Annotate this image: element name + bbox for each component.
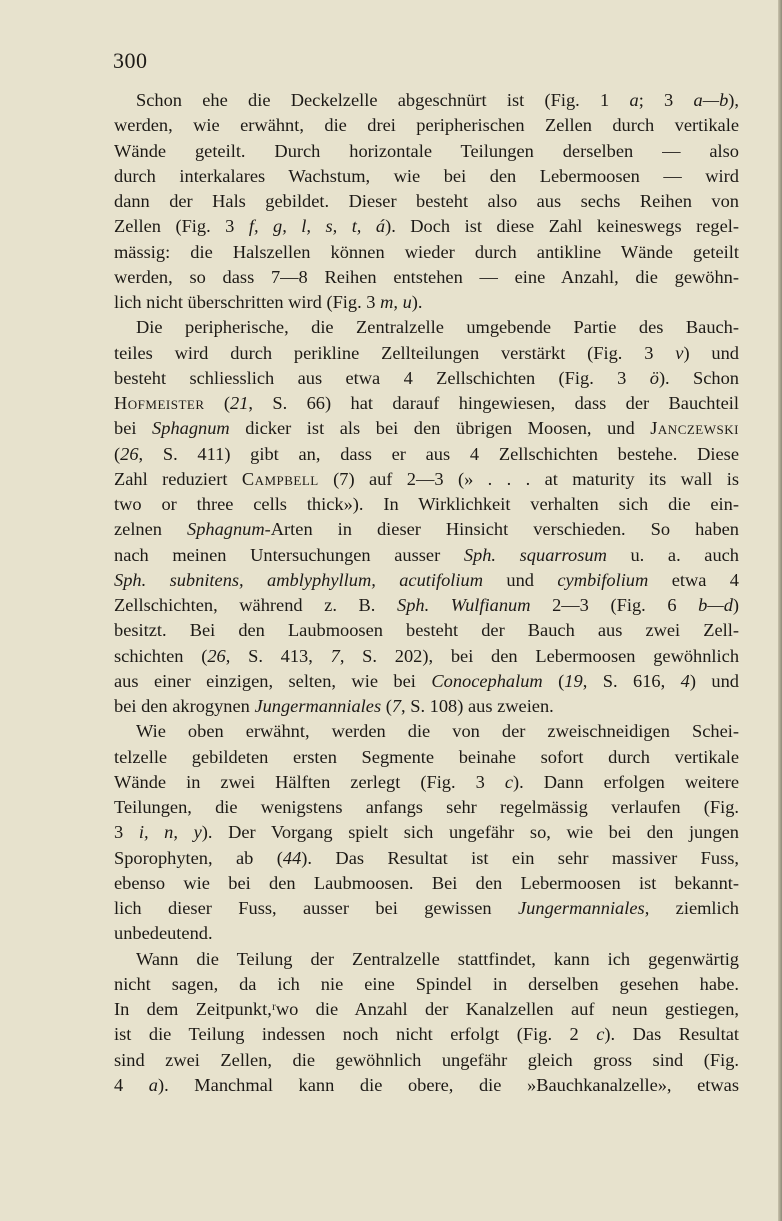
text-line: [114, 88, 739, 113]
text-line: [114, 240, 739, 265]
text-segment: lich nicht überschritten wird (Fig. 3: [114, 292, 381, 312]
text-line: [114, 391, 739, 416]
italic-segment: Sph. Wulfianum: [397, 595, 531, 615]
text-segment: (7) auf 2—3 (» . . . at maturity its wall is: [318, 468, 739, 489]
text-segment: ; 3: [638, 90, 694, 110]
text-segment: dicker ist als bei den übrigen Moosen, und: [229, 418, 651, 439]
text-segment: aus einer einzigen, selten, wie bei: [114, 670, 432, 691]
text-line: [114, 770, 739, 795]
text-line: [114, 467, 739, 492]
text-segment: ). Das Resultat ist ein sehr massiver Fuss,: [301, 847, 739, 868]
text-line: [114, 341, 739, 366]
text-segment: mässig: die Halszellen können wieder durch antikline Wände geteilt: [114, 241, 739, 262]
text-line: [114, 492, 739, 517]
italic-segment: f, g, l, s, t, á: [248, 216, 386, 237]
text-segment: (: [114, 443, 121, 464]
text-segment: bei den akrogynen: [114, 696, 255, 716]
text-line: [114, 997, 739, 1022]
text-line: [114, 795, 739, 820]
text-segment: u. a. auch: [606, 544, 740, 565]
text-line: [114, 543, 739, 568]
italic-segment: Jungermanniales: [254, 696, 382, 716]
text-segment: , S. 411) gibt an, dass er aus 4 Zellschichten bestehe. Diese: [138, 443, 739, 464]
text-segment: teiles wird durch perikline Zellteilungen verstärkt (Fig. 3: [114, 342, 676, 363]
text-line: [114, 164, 739, 189]
text-line: [114, 1048, 739, 1073]
text-segment: (: [542, 670, 565, 691]
text-line: [114, 315, 739, 340]
italic-segment: Jungermanniales: [518, 898, 645, 918]
text-line: [114, 719, 739, 744]
text-segment: ). Manchmal kann die obere, die »Bauchkanalzelle», etwas: [158, 1074, 739, 1095]
text-segment: ). Das Resultat: [604, 1024, 739, 1045]
text-line: [114, 517, 739, 542]
italic-segment: a: [148, 1074, 158, 1095]
text-line: [114, 947, 739, 972]
text-line: [114, 113, 739, 138]
text-segment: ist die Teilung indessen noch nicht erfolgt (Fig. 2: [114, 1024, 597, 1045]
text-segment: Schon ehe die Deckelzelle abgeschnürt ist (Fig. 1: [136, 90, 630, 110]
text-line: [114, 265, 739, 290]
text-segment: ),: [728, 90, 739, 110]
text-line: [114, 442, 739, 467]
italic-segment: 26: [120, 443, 139, 464]
italic-segment: b—d: [698, 595, 733, 615]
text-segment: ). Dann erfolgen weitere: [513, 771, 740, 792]
text-segment: 2—3 (Fig. 6: [530, 595, 699, 615]
text-line: [114, 972, 739, 997]
text-line: [114, 593, 739, 618]
text-segment: Sporophyten, ab (: [114, 847, 283, 868]
text-line: [114, 669, 739, 694]
text-segment: Wände geteilt. Durch horizontale Teilungen derselben — also: [114, 140, 739, 161]
text-segment: , S. 413,: [225, 645, 331, 666]
italic-segment: 19: [564, 670, 583, 691]
text-segment: ).: [411, 292, 423, 312]
italic-segment: 44: [282, 847, 302, 868]
italic-segment: Sph. squarrosum: [463, 544, 607, 565]
text-segment: unbedeutend.: [114, 923, 213, 944]
text-segment: nach meinen Untersuchungen ausser: [114, 544, 464, 565]
text-line: [114, 694, 739, 719]
text-segment: ). Schon: [658, 367, 739, 388]
italic-segment: ö: [649, 367, 659, 388]
text-segment: ebenso wie bei den Laubmoosen. Bei den Lebermoosen ist bekannt-: [114, 872, 739, 893]
text-segment: nicht sagen, da ich nie eine Spindel in derselben gesehen habe.: [114, 973, 739, 994]
italic-segment: Sphagnum: [152, 418, 230, 439]
italic-segment: c: [596, 1024, 605, 1045]
text-segment: Zellen (Fig. 3: [114, 216, 249, 237]
text-segment: sind zwei Zellen, die gewöhnlich ungefähr gleich gross sind (Fig.: [114, 1049, 739, 1070]
text-line: [114, 189, 739, 214]
text-segment: bei: [114, 418, 153, 439]
text-segment: Zellschichten, während z. B.: [114, 595, 398, 615]
italic-segment: v: [675, 342, 684, 363]
text-line: [114, 644, 739, 669]
italic-segment: Sphagnum: [187, 519, 265, 540]
text-line: [114, 416, 739, 441]
text-line: [114, 1073, 739, 1098]
text-segment: 4: [114, 1074, 149, 1095]
text-segment: und: [483, 569, 558, 590]
italic-segment: c: [504, 771, 514, 792]
text-segment: dann der Hals gebildet. Dieser besteht also aus sechs Reihen von: [114, 191, 739, 211]
text-segment: ): [732, 595, 740, 615]
author-name: Hofmeister: [114, 393, 205, 413]
text-line: [114, 139, 739, 164]
text-segment: besteht schliesslich aus etwa 4 Zellschichten (Fig. 3: [114, 367, 650, 388]
text-segment: , S. 202), bei den Lebermoosen gewöhnlich: [339, 645, 740, 666]
text-segment: etwa 4: [648, 569, 739, 590]
author-name: Campbell: [241, 468, 319, 489]
text-segment: schichten (: [114, 645, 208, 666]
text-segment: Teilungen, die wenigstens anfangs sehr regelmässig verlaufen (Fig.: [114, 797, 739, 817]
text-segment: ). Doch ist diese Zahl keineswegs regel-: [385, 216, 739, 237]
text-line: [114, 846, 739, 871]
page-number: 300: [113, 48, 148, 73]
text-segment: lich dieser Fuss, ausser bei gewissen: [114, 898, 519, 918]
text-line: [114, 214, 739, 239]
text-segment: -Arten in dieser Hinsicht verschieden. So haben: [264, 519, 739, 540]
text-segment: (: [381, 696, 392, 716]
text-segment: zelnen: [114, 519, 187, 540]
text-segment: two or three cells thick»). In Wirklichkeit verhalten sich die ein-: [114, 494, 739, 514]
text-segment: Zahl reduziert: [114, 468, 242, 489]
text-segment: , S. 66) hat darauf hingewiesen, dass der Bauchteil: [248, 393, 739, 413]
italic-segment: 26: [207, 645, 226, 666]
text-line: [114, 921, 739, 946]
text-segment: Wann die Teilung der Zentralzelle stattfindet, kann ich gegenwärtig: [136, 948, 739, 969]
italic-segment: Conocephalum: [431, 670, 543, 691]
text-segment: Wände in zwei Hälften zerlegt (Fig. 3: [114, 771, 505, 792]
italic-segment: 7: [391, 696, 402, 716]
text-line: [114, 290, 739, 315]
text-segment: ) und: [683, 342, 739, 363]
text-segment: (: [204, 393, 231, 413]
text-line: [114, 568, 739, 593]
italic-segment: m, u: [380, 292, 412, 312]
text-line: [114, 618, 739, 643]
page-edge: [778, 0, 782, 1221]
text-segment: Die peripherische, die Zentralzelle umgebende Partie des Bauch-: [136, 317, 739, 338]
italic-segment: 21: [230, 393, 249, 413]
text-segment: ) und: [689, 670, 739, 691]
italic-segment: a—b: [693, 90, 729, 110]
text-line: [114, 366, 739, 391]
italic-segment: i, n, y: [138, 822, 202, 843]
text-segment: werden, so dass 7—8 Reihen entstehen — eine Anzahl, die gewöhn-: [114, 266, 739, 287]
text-line: [114, 896, 739, 921]
italic-segment: 4: [680, 670, 690, 691]
text-segment: telzelle gebildeten ersten Segmente beinahe sofort durch vertikale: [114, 746, 739, 767]
text-segment: durch interkalares Wachstum, wie bei den Lebermoosen — wird: [114, 165, 739, 186]
text-segment: Wie oben erwähnt, werden die von der zweischneidigen Schei-: [136, 721, 739, 742]
text-segment: , ziemlich: [644, 898, 739, 918]
italic-segment: cymbifolium: [557, 569, 649, 590]
text-line: [114, 1022, 739, 1047]
italic-segment: 7: [330, 645, 340, 666]
body-text: [114, 88, 739, 1098]
italic-segment: Sph. subnitens, amblyphyllum, acutifolium: [114, 569, 483, 590]
text-segment: besitzt. Bei den Laubmoosen besteht der Bauch aus zwei Zell-: [114, 620, 739, 641]
text-line: [114, 871, 739, 896]
text-line: [114, 745, 739, 770]
text-segment: werden, wie erwähnt, die drei peripherischen Zellen durch vertikale: [114, 115, 739, 136]
text-segment: In dem Zeitpunkt,ʳwo die Anzahl der Kanalzellen auf neun gestiegen,: [114, 999, 739, 1019]
italic-segment: a: [629, 90, 639, 110]
text-line: [114, 820, 739, 845]
text-segment: ). Der Vorgang spielt sich ungefähr so, wie bei den jungen: [201, 822, 740, 843]
author-name: Janczewski: [650, 418, 739, 439]
text-segment: 3: [114, 822, 139, 843]
text-segment: , S. 108) aus zweien.: [401, 696, 554, 716]
text-segment: , S. 616,: [582, 670, 681, 691]
